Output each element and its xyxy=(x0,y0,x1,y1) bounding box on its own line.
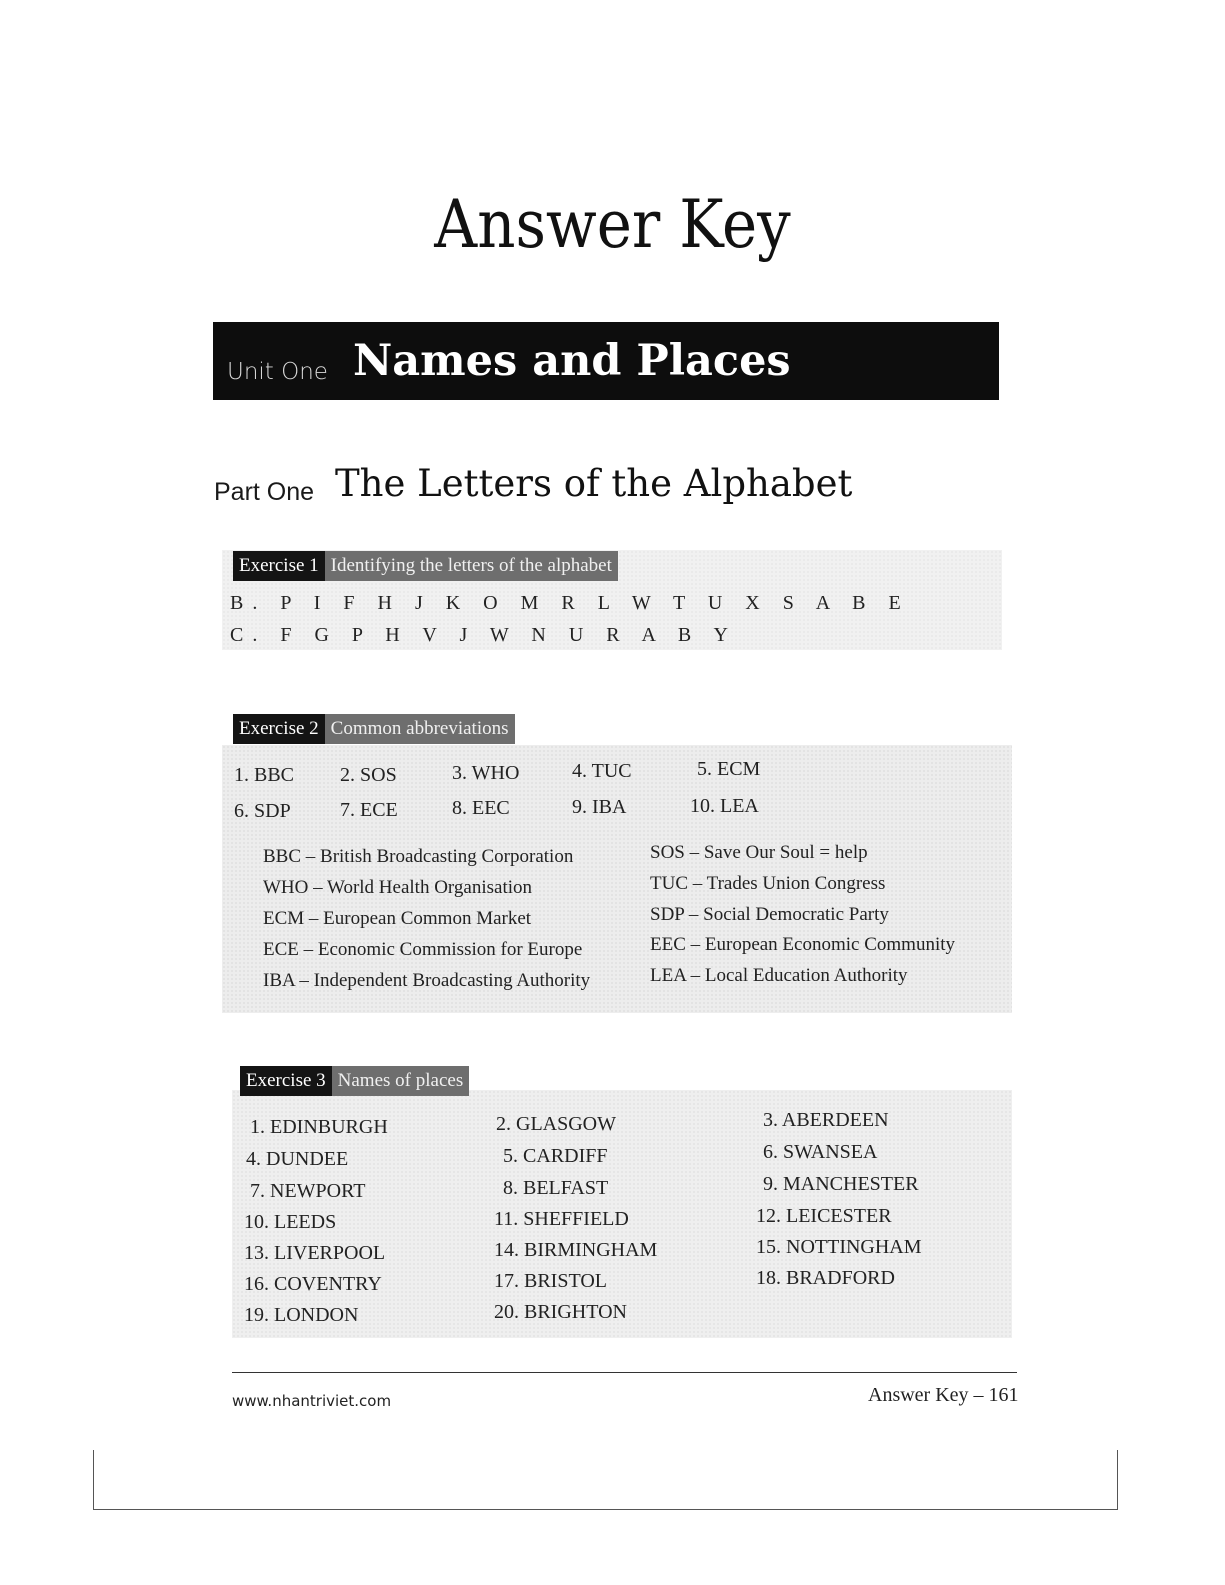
exercise1-name: Identifying the letters of the alphabet xyxy=(325,551,618,581)
place-item: 5. CARDIFF xyxy=(503,1145,608,1167)
page-title: Answer Key xyxy=(434,186,791,263)
exercise2-item: 5. ECM xyxy=(697,758,761,780)
frame-border-left xyxy=(93,1450,94,1510)
place-item: 15. NOTTINGHAM xyxy=(756,1236,922,1258)
place-item: 3. ABERDEEN xyxy=(763,1109,889,1131)
exercise2-header xyxy=(233,714,515,744)
footer-url: www.nhantriviet.com xyxy=(232,1392,392,1410)
place-item: 13. LIVERPOOL xyxy=(244,1242,386,1264)
place-item: 11. SHEFFIELD xyxy=(494,1208,629,1230)
unit-title: Names and Places xyxy=(353,336,791,386)
definition-right: SOS – Save Our Soul = help xyxy=(650,842,868,863)
place-item: 19. LONDON xyxy=(244,1304,359,1326)
place-item: 20. BRIGHTON xyxy=(494,1301,627,1323)
part-label: Part One xyxy=(214,478,315,506)
place-item: 6. SWANSEA xyxy=(763,1141,878,1163)
exercise1-line-c: C. F G P H V J W N U R A B Y xyxy=(230,624,737,646)
exercise2-item: 7. ECE xyxy=(340,799,398,821)
definition-right: SDP – Social Democratic Party xyxy=(650,904,889,925)
place-item: 8. BELFAST xyxy=(503,1177,609,1199)
place-item: 7. NEWPORT xyxy=(250,1180,366,1202)
unit-banner xyxy=(213,322,999,400)
unit-label: Unit One xyxy=(227,359,328,385)
definition-right: TUC – Trades Union Congress xyxy=(650,873,886,894)
place-item: 9. MANCHESTER xyxy=(763,1173,919,1195)
exercise2-item: 10. LEA xyxy=(690,795,759,817)
definition-left: BBC – British Broadcasting Corporation xyxy=(263,846,574,867)
definition-left: ECM – European Common Market xyxy=(263,908,532,929)
exercise1-number: Exercise 1 xyxy=(233,551,325,581)
place-item: 2. GLASGOW xyxy=(496,1113,616,1135)
place-item: 17. BRISTOL xyxy=(494,1270,607,1292)
place-item: 16. COVENTRY xyxy=(244,1273,382,1295)
definition-left: WHO – World Health Organisation xyxy=(263,877,532,898)
place-item: 12. LEICESTER xyxy=(756,1205,892,1227)
exercise2-item: 6. SDP xyxy=(234,800,291,822)
exercise2-number: Exercise 2 xyxy=(233,714,325,744)
exercise2-item: 3. WHO xyxy=(452,762,520,784)
place-item: 14. BIRMINGHAM xyxy=(494,1239,658,1261)
exercise3-header xyxy=(240,1066,469,1096)
place-item: 18. BRADFORD xyxy=(756,1267,895,1289)
definition-right: LEA – Local Education Authority xyxy=(650,965,908,986)
exercise1-header xyxy=(233,551,618,581)
frame-border-bottom xyxy=(93,1509,1118,1510)
exercise2-item: 8. EEC xyxy=(452,797,510,819)
exercise2-item: 2. SOS xyxy=(340,764,397,786)
definition-right: EEC – European Economic Community xyxy=(650,934,956,955)
frame-border-right xyxy=(1117,1450,1118,1510)
exercise3-number: Exercise 3 xyxy=(240,1066,332,1096)
exercise2-item: 9. IBA xyxy=(572,796,627,818)
definition-left: ECE – Economic Commission for Europe xyxy=(263,939,583,960)
part-title: The Letters of the Alphabet xyxy=(335,462,853,505)
place-item: 10. LEEDS xyxy=(244,1211,337,1233)
exercise1-line-b: B. P I F H J K O M R L W T U X S A B E xyxy=(230,592,910,614)
exercise2-name: Common abbreviations xyxy=(325,714,515,744)
place-item: 1. EDINBURGH xyxy=(250,1116,388,1138)
place-item: 4. DUNDEE xyxy=(246,1148,349,1170)
definition-left: IBA – Independent Broadcasting Authority xyxy=(263,970,591,991)
exercise2-item: 4. TUC xyxy=(572,760,632,782)
exercise2-item: 1. BBC xyxy=(234,764,295,786)
footer-page-number: Answer Key – 161 xyxy=(868,1384,1019,1406)
exercise3-name: Names of places xyxy=(332,1066,470,1096)
footer-rule xyxy=(232,1372,1017,1373)
